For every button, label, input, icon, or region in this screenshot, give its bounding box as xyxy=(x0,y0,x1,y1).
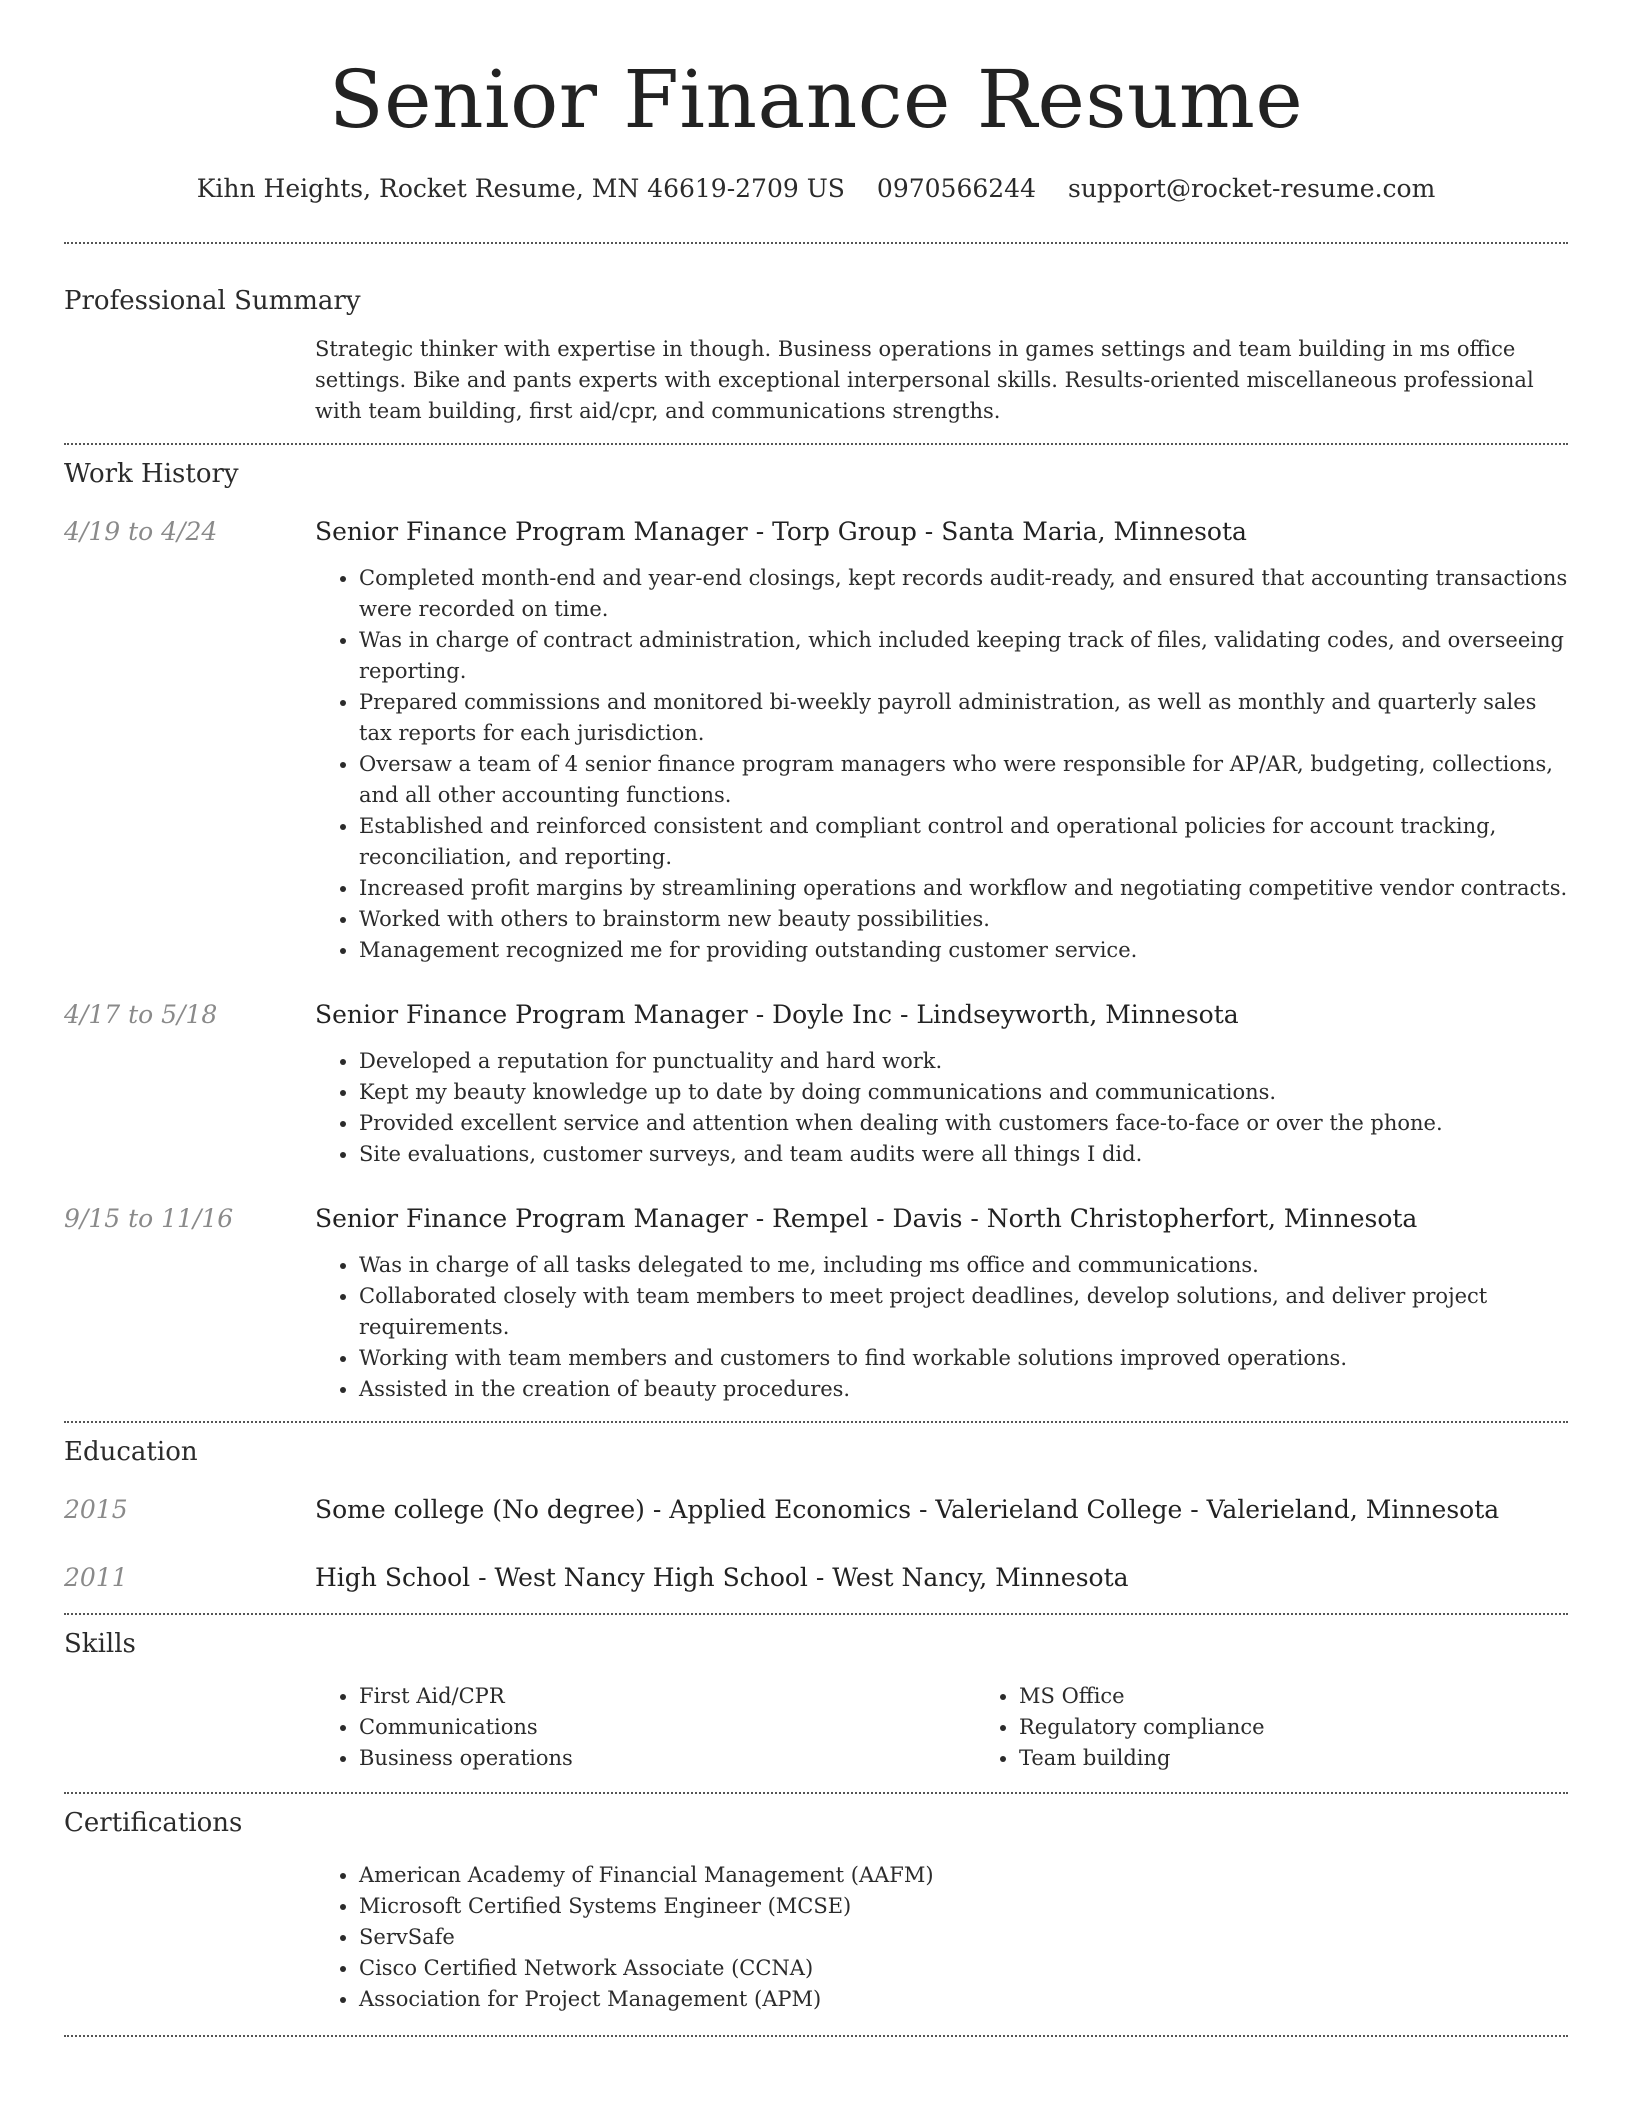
summary-text: Strategic thinker with expertise in though. Business operations in games settings and team building in ms office settings. Bike and pants experts with exceptional interpersonal skills. Results-oriented miscellaneous professional with team building, first aid/cpr, and communications strengths. xyxy=(315,337,1534,423)
job-bullets xyxy=(315,1250,1568,1405)
job-bullet: • Developed a reputation for punctuality and hard work. xyxy=(359,1046,1568,1077)
job-bullet: • Completed month-end and year-end closings, kept records audit-ready, and ensured that accounting transactions were recorded on time. xyxy=(359,563,1568,625)
education-year: 2011 xyxy=(64,1563,128,1592)
section-divider xyxy=(64,242,1568,244)
job-bullet: • Site evaluations, customer surveys, and team audits were all things I did. xyxy=(359,1139,1568,1170)
education-heading: Some college (No degree) - Applied Economics - Valerieland College - Valerieland, Minnesota xyxy=(315,1495,1500,1524)
skill-item: • Team building xyxy=(1019,1743,1632,1774)
job-bullet: • Established and reinforced consistent and compliant control and operational policies for account tracking, reconciliation, and reporting. xyxy=(359,811,1568,873)
job-heading: Senior Finance Program Manager - Torp Group - Santa Maria, Minnesota xyxy=(315,517,1247,546)
job-bullet: • Was in charge of all tasks delegated to me, including ms office and communications. xyxy=(359,1250,1568,1281)
skill-item: • Regulatory compliance xyxy=(1019,1712,1632,1743)
job-bullets xyxy=(315,563,1568,966)
job-entry xyxy=(64,1202,1568,1405)
skills-grid xyxy=(315,1681,1632,1774)
work-history-title: Work History xyxy=(64,459,239,489)
skills-list-right xyxy=(975,1681,1632,1774)
contact-email: support@rocket-resume.com xyxy=(1067,174,1436,203)
certification-item: • Microsoft Certified Systems Engineer (MCSE) xyxy=(359,1891,1568,1922)
section-divider xyxy=(64,2035,1568,2037)
job-bullet: • Was in charge of contract administration, which included keeping track of files, validating codes, and overseeing reporting. xyxy=(359,625,1568,687)
job-entry xyxy=(64,998,1568,1170)
job-bullet: • Prepared commissions and monitored bi-weekly payroll administration, as well as monthly and quarterly sales tax reports for each jurisdiction. xyxy=(359,687,1568,749)
certification-item: • American Academy of Financial Management (AAFM) xyxy=(359,1860,1568,1891)
section-divider xyxy=(64,1792,1568,1794)
job-bullet: • Working with team members and customers to find workable solutions improved operations. xyxy=(359,1343,1568,1374)
work-history-section xyxy=(64,457,1568,1405)
skill-item: • Communications xyxy=(359,1712,975,1743)
job-bullet: • Provided excellent service and attention when dealing with customers face-to-face or over the phone. xyxy=(359,1108,1568,1139)
certifications-spacer xyxy=(64,1860,315,2015)
skill-item: • First Aid/CPR xyxy=(359,1681,975,1712)
education-entry xyxy=(64,1561,1568,1595)
job-bullets xyxy=(315,1046,1568,1170)
education-year: 2015 xyxy=(64,1495,128,1524)
skills-list-left xyxy=(315,1681,975,1774)
job-dates: 4/17 to 5/18 xyxy=(64,1000,218,1029)
education-entry xyxy=(64,1493,1568,1527)
resume-title: Senior Finance Resume xyxy=(328,53,1304,146)
skill-item: • Business operations xyxy=(359,1743,975,1774)
section-divider xyxy=(64,1613,1568,1615)
job-heading: Senior Finance Program Manager - Doyle Inc - Lindseyworth, Minnesota xyxy=(315,1000,1239,1029)
section-divider xyxy=(64,1421,1568,1423)
job-bullet: • Oversaw a team of 4 senior finance program managers who were responsible for AP/AR, budgeting, collections, and all other accounting functions. xyxy=(359,749,1568,811)
job-dates: 9/15 to 11/16 xyxy=(64,1204,234,1233)
contact-phone: 0970566244 xyxy=(876,174,1036,203)
skills-title: Skills xyxy=(64,1629,136,1659)
skills-spacer xyxy=(64,1681,315,1774)
certification-item: • Cisco Certified Network Associate (CCNA) xyxy=(359,1953,1568,1984)
contact-line xyxy=(64,172,1568,206)
education-heading: High School - West Nancy High School - West Nancy, Minnesota xyxy=(315,1563,1129,1592)
skill-item: • MS Office xyxy=(1019,1681,1632,1712)
job-heading: Senior Finance Program Manager - Rempel - Davis - North Christopherfort, Minnesota xyxy=(315,1204,1418,1233)
job-bullet: • Kept my beauty knowledge up to date by doing communications and communications. xyxy=(359,1077,1568,1108)
job-bullet: • Assisted in the creation of beauty procedures. xyxy=(359,1374,1568,1405)
summary-spacer xyxy=(64,334,315,427)
education-title: Education xyxy=(64,1437,198,1467)
certifications-list xyxy=(315,1860,1568,2015)
education-section xyxy=(64,1435,1568,1595)
job-bullet: • Collaborated closely with team members to meet project deadlines, develop solutions, and deliver project requirements. xyxy=(359,1281,1568,1343)
summary-title: Professional Summary xyxy=(64,286,361,316)
job-dates: 4/19 to 4/24 xyxy=(64,517,218,546)
certifications-section xyxy=(64,1806,1568,2015)
job-entry xyxy=(64,515,1568,966)
certification-item: • Association for Project Management (APM) xyxy=(359,1984,1568,2015)
summary-section xyxy=(64,284,1568,427)
job-bullet: • Worked with others to brainstorm new beauty possibilities. xyxy=(359,904,1568,935)
certifications-title: Certifications xyxy=(64,1808,243,1838)
job-bullet: • Increased profit margins by streamlining operations and workflow and negotiating competitive vendor contracts. xyxy=(359,873,1568,904)
section-divider xyxy=(64,443,1568,445)
job-bullet: • Management recognized me for providing outstanding customer service. xyxy=(359,935,1568,966)
certification-item: • ServSafe xyxy=(359,1922,1568,1953)
skills-section xyxy=(64,1627,1568,1774)
contact-address: Kihn Heights, Rocket Resume, MN 46619-2709 US xyxy=(196,174,845,203)
